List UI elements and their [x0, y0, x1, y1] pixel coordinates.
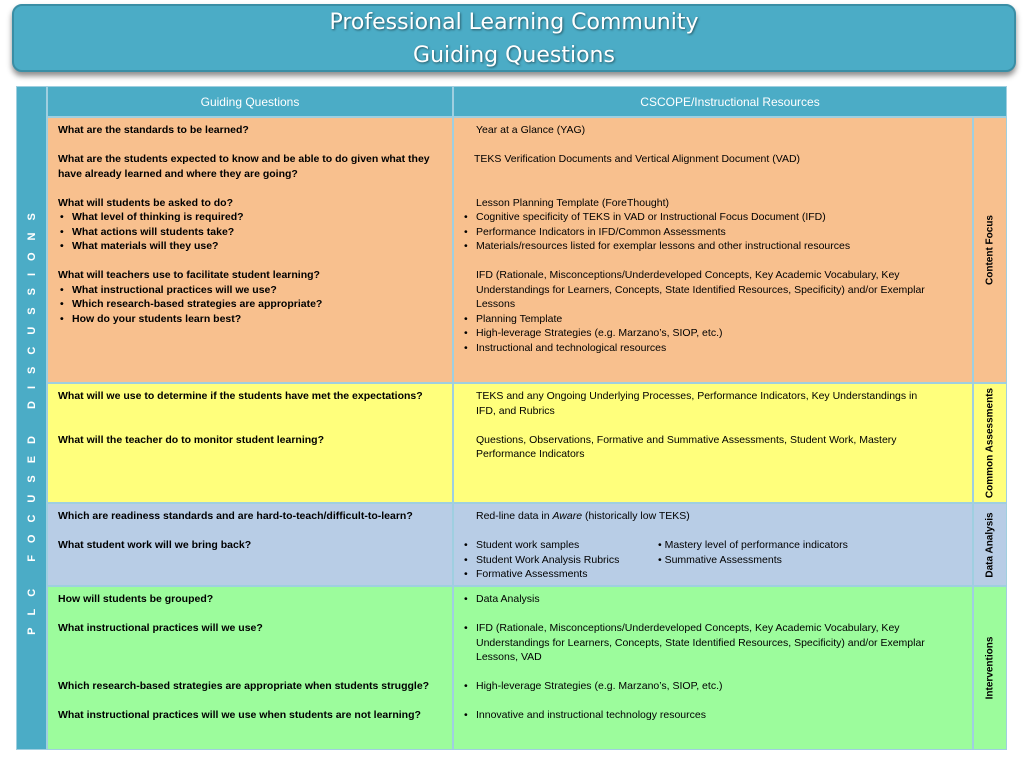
resource-bullet: • Student work samples: [462, 538, 658, 553]
row-label: Data Analysis: [984, 511, 996, 578]
question: Which research-based strategies are appropriate when students struggle?: [58, 680, 430, 692]
common-assessments-resources: [453, 383, 973, 503]
content-focus-label-cell: [973, 117, 1007, 383]
header-resources: CSCOPE/Instructional Resources: [453, 86, 1007, 117]
resource-bullet: • Instructional and technological resources: [462, 341, 952, 356]
row-label: Interventions: [984, 636, 996, 700]
question: Which are readiness standards and are hard-to-teach/difficult-to-learn?: [58, 510, 413, 522]
question-bullet: • How do your students learn best?: [58, 312, 444, 327]
question: What are the standards to be learned?: [58, 124, 249, 136]
resource-bullet: • High-leverage Strategies (e.g. Marzano’s, SIOP, etc.): [462, 326, 952, 341]
question: have already learned and where they are going?: [58, 167, 298, 180]
resource: TEKS and any Ongoing Underlying Processes, Performance Indicators, Key Understandings in IFD, and Rubrics: [476, 390, 918, 417]
question: What student work will we bring back?: [58, 539, 252, 551]
resource-bullet: • Materials/resources listed for exemplar lessons and other instructional resources: [462, 239, 952, 254]
resource-bullet: • IFD (Rationale, Misconceptions/Underdeveloped Concepts, Key Academic Vocabulary, Key Understandings for Learners, Concepts, State Identified Resources, Specificity) and/or Exemplar Lessons, VAD: [462, 621, 952, 665]
interventions-label-cell: [973, 586, 1007, 750]
title-line-1: Professional Learning Community: [329, 10, 699, 35]
resource: IFD (Rationale, Misconceptions/Underdeveloped Concepts, Key Academic Vocabulary, Key Understandings for Learners, Concepts, State Identified Resources, Specificity) and/or Exemplar Lessons: [476, 269, 925, 310]
common-assessments-questions: [47, 383, 453, 503]
resource-bullet: • High-leverage Strategies (e.g. Marzano’s, SIOP, etc.): [462, 679, 952, 694]
resource-bullet: • Innovative and instructional technology resources: [462, 708, 952, 723]
question: What will we use to determine if the students have met the expectations?: [58, 390, 423, 402]
question: What instructional practices will we use?: [58, 622, 263, 634]
question: What will the teacher do to monitor student learning?: [58, 433, 325, 446]
title-banner: [12, 4, 1016, 72]
side-label: PLC FOCUSED DISCUSSIONS: [25, 201, 38, 635]
resource-text: (historically low TEKS): [582, 510, 690, 522]
data-analysis-questions: [47, 503, 453, 586]
resource: TEKS Verification Documents and Vertical Alignment Document (VAD): [474, 153, 801, 165]
question: What instructional practices will we use when students are not learning?: [58, 709, 421, 721]
question: What are the students expected to know and be able to do given what they: [58, 153, 430, 165]
resource-bullet: • Performance Indicators in IFD/Common Assessments: [462, 225, 952, 240]
row-label: Common Assessments: [984, 387, 996, 499]
interventions-questions: [47, 586, 453, 750]
question: What will teachers use to facilitate student learning?: [58, 269, 320, 281]
side-band: [16, 86, 47, 750]
interventions-resources: [453, 586, 973, 750]
content-focus-resources: [453, 117, 973, 383]
resource-bullet: • Planning Template: [462, 312, 952, 327]
resource-emphasis: Aware: [552, 510, 583, 522]
resource-columns: [462, 538, 952, 582]
resource-bullet: • Cognitive specificity of TEKS in VAD or Instructional Focus Document (IFD): [462, 210, 952, 225]
resource: Lesson Planning Template (ForeThought): [476, 196, 670, 209]
resource: [462, 509, 952, 524]
resource: Questions, Observations, Formative and Summative Assessments, Student Work, Mastery Performance Indicators: [476, 433, 897, 460]
title-line-2: Guiding Questions: [413, 43, 615, 68]
resource-text: Red-line data in: [476, 510, 553, 522]
question: How will students be grouped?: [58, 593, 214, 605]
resource-bullet: • Summative Assessments: [658, 553, 782, 566]
header-guiding-questions: Guiding Questions: [47, 86, 453, 117]
resource-bullet: • Formative Assessments: [462, 567, 658, 582]
question-bullet: • What actions will students take?: [58, 225, 444, 240]
resource: Year at a Glance (YAG): [476, 124, 586, 136]
row-label: Content Focus: [984, 215, 996, 285]
resource-bullet: • Data Analysis: [462, 592, 952, 607]
question: What will students be asked to do?: [58, 196, 234, 209]
question-bullet: • What level of thinking is required?: [58, 210, 444, 225]
question-bullet: • What materials will they use?: [58, 239, 444, 254]
common-assessments-label-cell: [973, 383, 1007, 503]
resource-bullet: • Student Work Analysis Rubrics: [462, 553, 658, 568]
content-focus-questions: [47, 117, 453, 383]
question-bullet: • Which research-based strategies are appropriate?: [58, 297, 444, 312]
question-bullet: • What instructional practices will we use?: [58, 283, 444, 298]
data-analysis-resources: [453, 503, 973, 586]
resource-bullet: • Mastery level of performance indicators: [658, 539, 848, 551]
data-analysis-label-cell: [973, 503, 1007, 586]
